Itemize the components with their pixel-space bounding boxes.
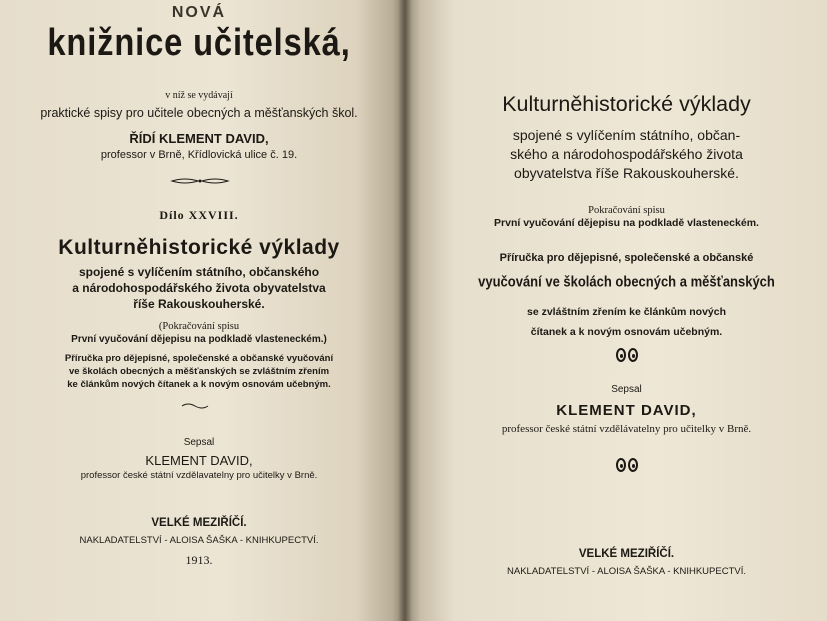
series-sub2: praktické spisy pro učitele obecných a měšťanských škol.	[40, 106, 358, 120]
right-subtitle-line: ského a národohospodářského života	[510, 146, 743, 162]
left-continuation-line: (Pokračování spisu	[158, 321, 240, 332]
right-continuation-line: První vyučování dějepisu na podkladě vlasteneckém.	[494, 217, 759, 229]
left-subtitle-line: spojené s vylíčením státního, občanského	[78, 265, 320, 279]
right-continuation-line: Pokračování spisu	[588, 205, 665, 216]
eyes-ornament-icon	[438, 348, 815, 367]
left-subtitle-line: říše Rakouskouherské.	[133, 297, 265, 311]
left-description-line: Příručka pro dějepisné, společenské a občanské vyučování	[64, 353, 334, 364]
left-title: Kulturněhistorické výklady	[58, 236, 340, 259]
series-sub1: v níž se vydávají	[165, 90, 233, 101]
left-city: VELKÉ MEZIŘÍČÍ.	[151, 517, 247, 529]
series-top: NOVÁ	[171, 4, 227, 21]
divider-ornament-icon	[170, 176, 230, 186]
right-description-line: se zvláštním zřením ke článkům nových	[527, 306, 726, 318]
left-continuation-line: První vyučování dějepisu na podkladě vlasteneckém.)	[71, 334, 327, 345]
left-author: KLEMENT DAVID,	[145, 453, 253, 468]
right-author: KLEMENT DAVID,	[556, 402, 697, 419]
right-handbook-emphasis: vyučování ve školách obecných a měšťanských	[478, 272, 775, 291]
left-description-line: ve školách obecných a měšťanských se zvláštním zřením	[68, 366, 330, 377]
right-page	[404, 0, 827, 621]
right-city: VELKÉ MEZIŘÍČÍ.	[578, 548, 675, 560]
right-title: Kulturněhistorické výklady	[502, 92, 751, 116]
left-subtitle-line: a národohospodářského života obyvatelstva	[72, 281, 326, 295]
right-continuation	[438, 204, 815, 230]
editor-address: professor v Brně, Křídlovická ulice č. 19.	[100, 149, 298, 161]
eyes-ornament-icon	[438, 458, 815, 477]
left-publisher: NAKLADATELSTVÍ - ALOISA ŠAŠKA - KNIHKUPECTVÍ.	[79, 535, 319, 546]
right-description	[438, 302, 815, 342]
left-year: 1913.	[185, 553, 213, 567]
left-continuation	[0, 320, 398, 346]
left-authored-by: Sepsal	[183, 437, 215, 448]
left-page	[0, 0, 404, 621]
right-handbook: Příručka pro dějepisné, společenské a občanské	[499, 252, 754, 264]
series-title: knižnice učitelská,	[47, 22, 351, 64]
volume: Dílo XXVIII.	[159, 208, 239, 222]
right-subtitle-line: spojené s vylíčením státního, občan-	[512, 127, 741, 143]
book-gutter	[398, 0, 412, 621]
left-subtitle	[0, 264, 398, 312]
right-author-title: professor české státní vzdělávatelny pro učitelky v Brně.	[501, 423, 752, 435]
right-subtitle-line: obyvatelstva říše Rakouskouherské.	[514, 165, 739, 181]
divider-ornament-icon	[180, 402, 210, 410]
right-subtitle	[438, 126, 815, 183]
right-description-line: čítanek a k novým osnovám učebným.	[530, 326, 723, 338]
left-description	[0, 352, 398, 391]
right-publisher: NAKLADATELSTVÍ - ALOISA ŠAŠKA - KNIHKUPECTVÍ.	[507, 566, 746, 577]
right-authored-by: Sepsal	[611, 384, 642, 395]
editor: ŘÍDÍ KLEMENT DAVID,	[129, 131, 269, 146]
left-description-line: ke článkům nových čítanek a k novým osnovám učebným.	[67, 379, 331, 390]
left-author-title: professor české státní vzdělavatelny pro učitelky v Brně.	[80, 470, 318, 481]
